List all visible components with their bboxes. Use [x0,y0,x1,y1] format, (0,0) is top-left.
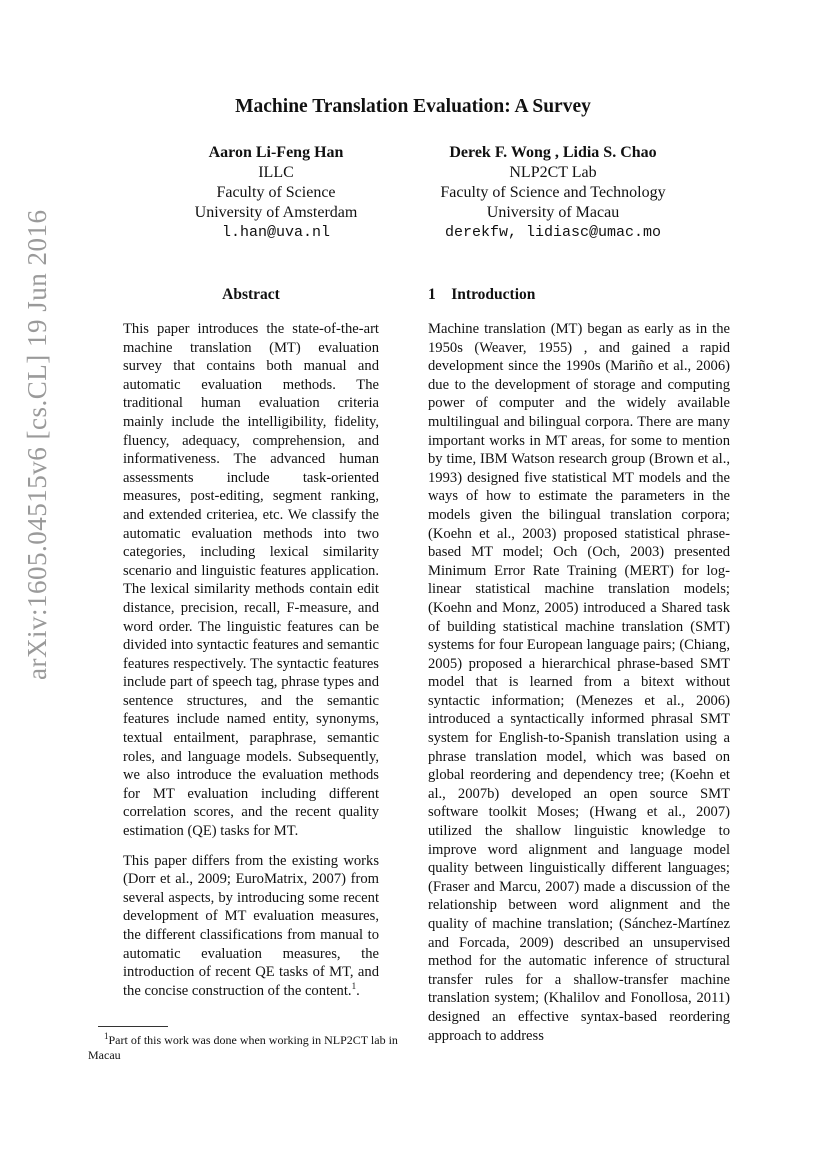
footnote-mark: 1 [351,980,357,991]
footnote [88,1026,410,1063]
author-name: Derek F. Wong , Lidia S. Chao [449,144,657,161]
section-number: 1 [428,286,436,303]
abstract-paragraph-2 [123,852,379,1001]
footnote-text: Part of this work was done when working in NLP2CT lab in Macau [88,1033,398,1062]
author-affiliation-line: Faculty of Science [216,184,336,201]
author-affiliation-line: Faculty of Science and Technology [440,184,666,201]
author-email: l.han@uva.nl [221,224,331,241]
footnote-mark: 1 [104,1031,109,1041]
author-email: derekfw, lidiasc@umac.mo [444,224,662,241]
author-affiliation-line: University of Amsterdam [194,204,358,221]
arxiv-identifier [22,209,62,680]
arxiv-stamp-text: arXiv:1605.04515v6 [cs.CL] 19 Jun 2016 [22,209,52,680]
section-title: Introduction [451,286,536,303]
right-column [428,286,730,1045]
author-affiliation-line: University of Macau [486,204,620,221]
author-affiliation-line: NLP2CT Lab [509,164,597,181]
author-block-2 [410,143,696,243]
introduction-paragraph: Machine translation (MT) began as early as in the 1950s (Weaver, 1955) , and gained a rapid development since the 1990s (Mariño et al., 2006) due to the development of storage and computing power of computer and the widely available multilingual and bilingual corpora. There are many important works in MT areas, for some to mention by time, IBM Watson research group (Brown et al., 1993) designed five statistical MT models and the ways of how to estimate the parameters in the models given the bilingual translation corpora; (Koehn et al., 2003) proposed statistical phrase-based MT model; Och (Och, 2003) presented Minimum Error Rate Training (MERT) for log-linear statistical machine translation models; (Koehn and Monz, 2005) introduced a Shared task of building statistical machine translation (SMT) systems for four European language pairs; (Chiang, 2005) proposed a hierarchical phrase-based SMT model that is learned from a bitext without syntactic information; (Menezes et al., 2006) introduced a syntactically informed phrasal SMT system for English-to-Spanish translation using a phrase translation model, which was based on global reordering and dependency tree; (Koehn et al., 2007b) developed an open source SMT software toolkit Moses; (Hwang et al., 2007) utilized the shallow linguistic knowledge to improve word alignment and language model quality between linguistically different languages; (Fraser and Marcu, 2007) made a discussion of the relationship between word alignment and the quality of machine translation; (Sánchez-Martínez and Forcada, 2009) described an unsupervised method for the automatic inference of structural transfer rules for a shallow-transfer machine translation system; (Khalilov and Fonollosa, 2011) designed an effective syntax-based reordering approach to address [428,321,730,1044]
footnote-rule [98,1026,168,1027]
abstract-paragraph: This paper introduces the state-of-the-art machine translation (MT) evaluation survey that contains both manual and automatic evaluation methods. The traditional human evaluation criteria mainly include the intelligibility, fidelity, fluency, adequacy, comprehension, and informativeness. The advanced human assessments include task-oriented measures, post-editing, segment ranking, and extended criteriea, etc. We classify the automatic evaluation methods into two categories, including lexical similarity scenario and linguistic features application. The lexical similarity methods contain edit distance, precision, recall, F-measure, and word order. The linguistic features can be divided into syntactic features and semantic features respectively. The syntactic features include part of speech tag, phrase types and sentence structures, and the semantic features include named entity, synonyms, textual entailment, paraphrase, semantic roles, and language models. Subsequently, we also introduce the evaluation methods for MT evaluation including different correlation scores, and the recent quality estimation (QE) tasks for MT. [123,321,379,840]
paper-title: Machine Translation Evaluation: A Survey [235,96,591,117]
left-column [123,286,379,1000]
author-block-1 [166,143,386,243]
abstract-heading: Abstract [222,286,280,303]
author-affiliation-line: ILLC [258,164,294,181]
abstract-paragraph-2-text: This paper differs from the existing works (Dorr et al., 2009; EuroMatrix, 2007) from several aspects, by introducing some recent development of MT evaluation measures, the different classifications from manual to automatic evaluation measures, the introduction of recent QE tasks of MT, and the concise construction of the content. [123,852,379,999]
sentence-end: . [356,982,360,999]
introduction-heading [428,286,730,320]
author-name: Aaron Li-Feng Han [208,144,344,161]
